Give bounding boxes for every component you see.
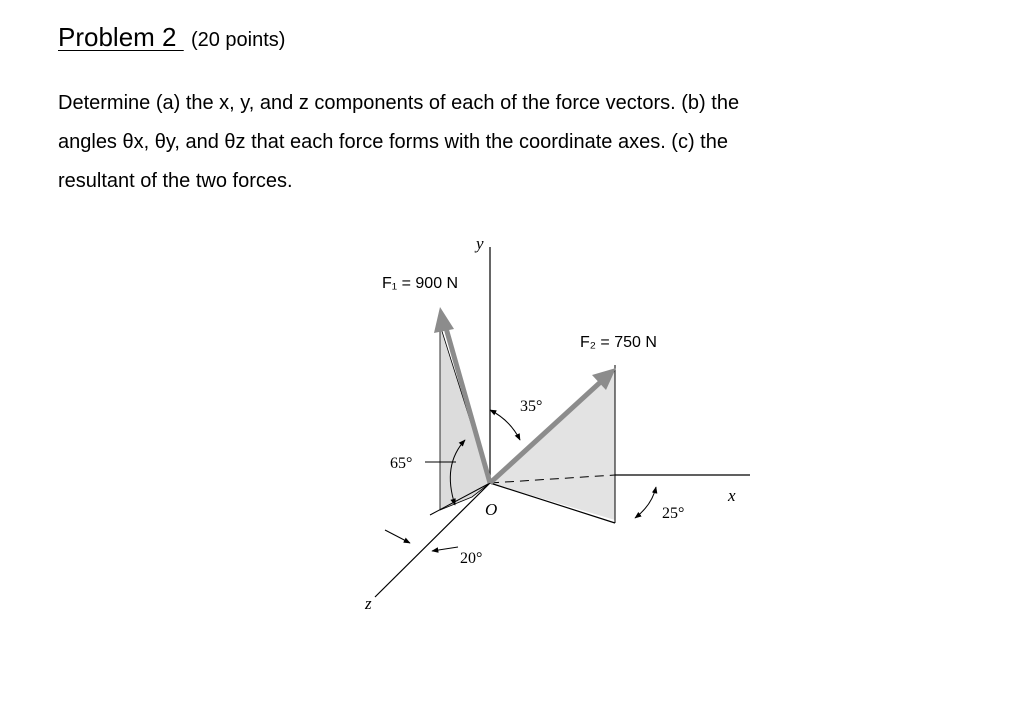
problem-statement [58, 84, 958, 201]
problem-title-text: Problem 2 [58, 22, 177, 52]
angle-arc-20-right [432, 547, 458, 551]
y-axis-label: y [476, 234, 484, 253]
z-axis [375, 483, 490, 597]
title-underline-gap [177, 22, 184, 52]
angle-arc-35 [490, 410, 520, 440]
f1-arrowhead [434, 307, 454, 333]
f2-label: F₂ = 750 N [580, 334, 657, 351]
statement-line: angles θx, θy, and θz that each force forms with the coordinate axes. (c) the [58, 131, 728, 153]
angle-arc-25 [635, 487, 656, 518]
angle-label-35: 35° [520, 398, 543, 415]
statement-line: resultant of the two forces. [58, 170, 293, 192]
force-diagram [360, 225, 780, 625]
f1-plane [440, 325, 490, 510]
x-axis-label: x [728, 486, 736, 505]
angle-label-65: 65° [390, 455, 413, 472]
statement-line: Determine (a) the x, y, and z components of each of the force vectors. (b) the [58, 92, 740, 114]
f2-plane [490, 370, 615, 520]
origin-label: O [485, 500, 498, 519]
f1-label: F₁ = 900 N [382, 275, 459, 292]
problem-title [58, 22, 285, 53]
angle-label-20: 20° [460, 550, 483, 567]
problem-points: (20 points) [190, 29, 286, 51]
angle-label-25: 25° [662, 505, 685, 522]
angle-arc-20-left [385, 530, 410, 543]
z-axis-label: z [365, 594, 372, 613]
